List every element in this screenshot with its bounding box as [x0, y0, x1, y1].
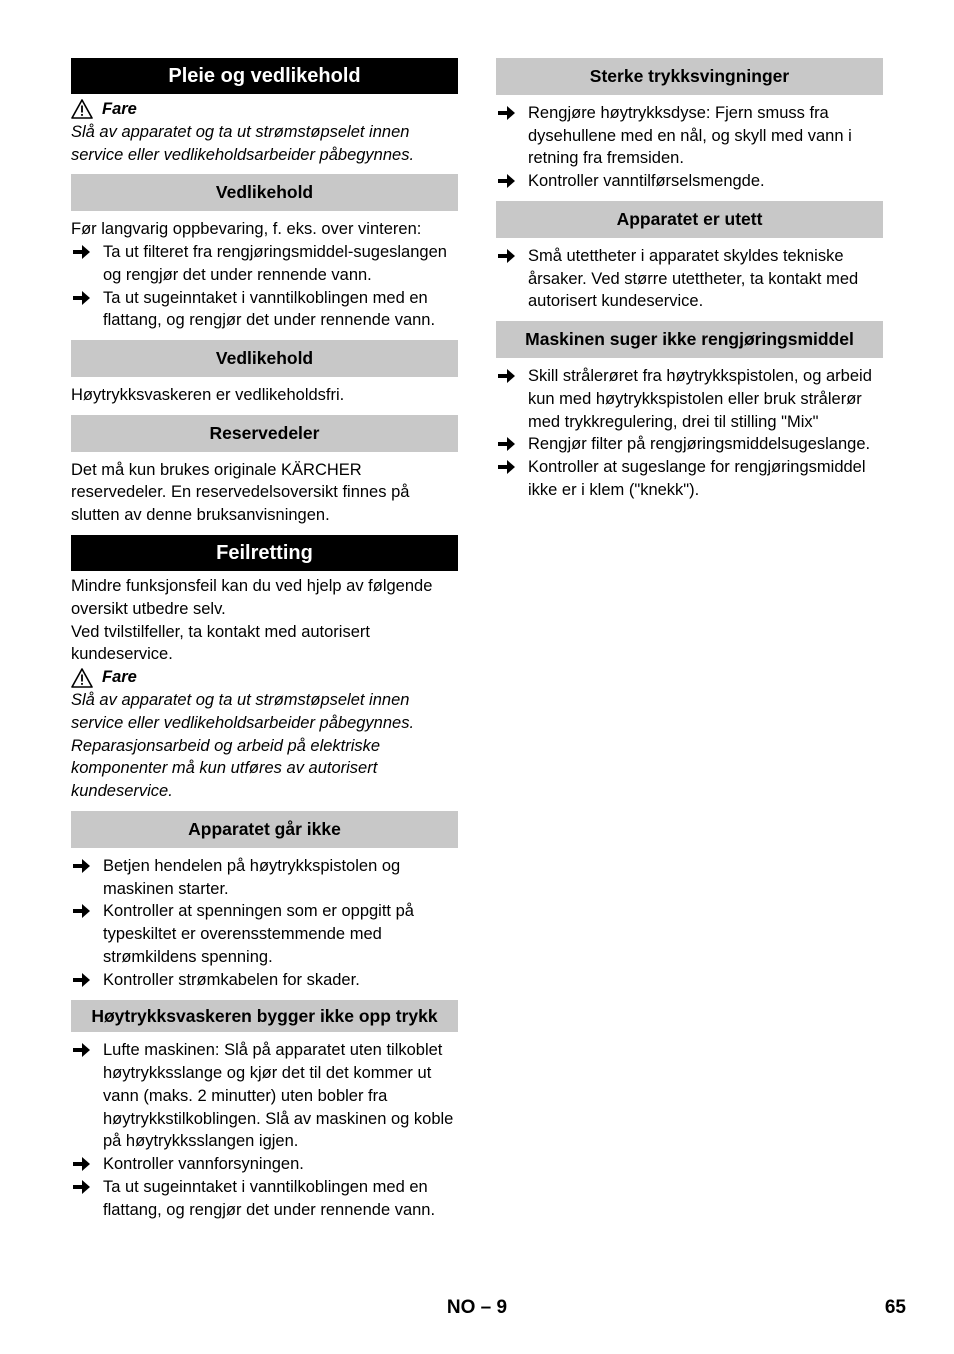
paragraph: Det må kun brukes originale KÄRCHER reservedeler. En reservedelsoversikt finnes på slutten av denne bruksanvisningen. — [71, 460, 410, 525]
bullet-list — [496, 102, 883, 193]
arrow-right-icon — [72, 1042, 91, 1058]
paragraph: Ved tvilstilfeller, ta kontakt med autorisert kundeservice. — [71, 622, 370, 664]
bullet-list — [496, 365, 883, 502]
subheading-apparatet-er-utett: Apparatet er utett — [496, 201, 883, 238]
list-item: Ta ut sugeinntaket i vanntilkoblingen med en flattang, og rengjør det under rennende vann. — [71, 1176, 458, 1222]
arrow-right-icon — [72, 1179, 91, 1195]
danger-notice-title — [71, 98, 458, 121]
list-item: Rengjør filter på rengjøringsmiddelsugeslange. — [496, 433, 883, 456]
arrow-right-icon — [72, 244, 91, 260]
list-item: Kontroller vanntilførselsmengde. — [496, 170, 883, 193]
bullet-list — [71, 1039, 458, 1221]
arrow-right-icon — [72, 972, 91, 988]
arrow-right-icon — [497, 173, 516, 189]
paragraph: Før langvarig oppbevaring, f. eks. over vinteren: — [71, 220, 422, 239]
section-heading-pleie: Pleie og vedlikehold — [71, 58, 458, 94]
arrow-right-icon — [72, 290, 91, 306]
warning-triangle-icon — [71, 668, 93, 688]
arrow-right-icon — [72, 903, 91, 919]
danger-text: Slå av apparatet og ta ut strømstøpselet innen service eller vedlikeholdsarbeider påbegynnes. — [71, 690, 415, 732]
arrow-right-icon — [497, 368, 516, 384]
danger-text: Reparasjonsarbeid og arbeid på elektriske komponenter må kun utføres av autorisert kundeservice. — [71, 736, 381, 801]
arrow-right-icon — [72, 1156, 91, 1172]
danger-text: Slå av apparatet og ta ut strømstøpselet innen service eller vedlikeholdsarbeider påbegynnes. — [71, 122, 415, 164]
arrow-right-icon — [497, 105, 516, 121]
paragraph: Mindre funksjonsfeil kan du ved hjelp av følgende oversikt utbedre selv. — [71, 576, 433, 618]
left-column — [71, 58, 458, 1222]
list-item: Kontroller at spenningen som er oppgitt på typeskiltet er overensstemmende med strømkildens spenning. — [71, 900, 458, 968]
danger-title-text: Fare — [102, 100, 137, 118]
section-heading-feilretting: Feilretting — [71, 535, 458, 571]
subheading-bygger-ikke-trykk: Høytrykksvaskeren bygger ikke opp trykk — [71, 1000, 458, 1033]
page-number: 65 — [884, 1297, 906, 1318]
bullet-list — [71, 241, 458, 332]
subheading-suger-ikke: Maskinen suger ikke rengjøringsmiddel — [496, 321, 883, 358]
list-item: Betjen hendelen på høytrykkspistolen og maskinen starter. — [71, 855, 458, 901]
subheading-apparatet-gar-ikke: Apparatet går ikke — [71, 811, 458, 848]
right-column — [496, 58, 883, 502]
warning-triangle-icon — [71, 99, 93, 119]
bullet-list — [496, 245, 883, 313]
danger-title-text: Fare — [102, 668, 137, 687]
list-item: Kontroller at sugeslange for rengjøringsmiddel ikke er i klem ("knekk"). — [496, 456, 883, 502]
list-item: Skill strålerøret fra høytrykkspistolen, og arbeid kun med høytrykkspistolen eller bruk strålerør med trykkregulering, drei til stilling "Mix" — [496, 365, 883, 433]
arrow-right-icon — [497, 459, 516, 475]
list-item: Kontroller strømkabelen for skader. — [71, 969, 458, 992]
arrow-right-icon — [72, 858, 91, 874]
footer-section-label: NO – 9 — [446, 1297, 508, 1318]
arrow-right-icon — [497, 436, 516, 452]
subheading-vedlikehold-1: Vedlikehold — [71, 174, 458, 211]
list-item: Kontroller vannforsyningen. — [71, 1153, 458, 1176]
subheading-sterke-trykksvingninger: Sterke trykksvingninger — [496, 58, 883, 95]
bullet-list — [71, 855, 458, 992]
list-item: Rengjøre høytrykksdyse: Fjern smuss fra dysehullene med en nål, og skyll med vann i retning fra fremsiden. — [496, 102, 883, 170]
list-item: Små utettheter i apparatet skyldes tekniske årsaker. Ved større utettheter, ta kontakt med autorisert kundeservice. — [496, 245, 883, 313]
list-item: Ta ut filteret fra rengjøringsmiddel-sugeslangen og rengjør det under rennende vann. — [71, 241, 458, 287]
danger-notice-title — [71, 666, 458, 689]
subheading-vedlikehold-2: Vedlikehold — [71, 340, 458, 377]
list-item: Lufte maskinen: Slå på apparatet uten tilkoblet høytrykksslange og kjør det til det kommer ut vann (maks. 2 minutter) uten bobler fra høytrykkstilkoblingen. Slå av maskinen og koble på høytrykksslangen igjen. — [71, 1039, 458, 1153]
list-item: Ta ut sugeinntaket i vanntilkoblingen med en flattang, og rengjør det under rennende vann. — [71, 287, 458, 333]
paragraph: Høytrykksvaskeren er vedlikeholdsfri. — [71, 385, 345, 404]
arrow-right-icon — [497, 248, 516, 264]
subheading-reservedeler: Reservedeler — [71, 415, 458, 452]
